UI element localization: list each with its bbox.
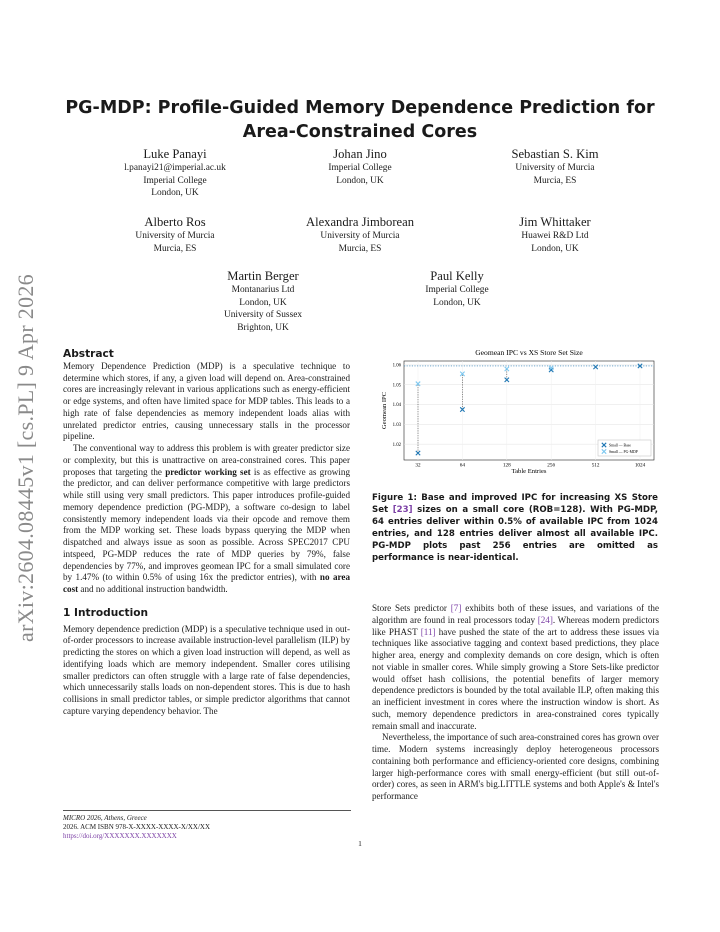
figure-caption: Figure 1: Base and improved IPC for increasing XS Store Set [23] sizes on a small core (ROB=128). With PG-MDP, 64 entries deliver within 0.5% of available IPC from 1024 entries, and 128 entries deliver almost all available IPC. PG-MDP plots past 256 entries are omitted as performance is near-identical. xyxy=(372,493,658,563)
x-axis-label: Table Entries xyxy=(511,468,547,475)
x-tick-label: 128 xyxy=(502,462,511,469)
abstract-heading: Abstract xyxy=(63,348,114,360)
author-name: Sebastian S. Kim xyxy=(511,147,599,161)
y-tick-label: 1.03 xyxy=(392,422,401,428)
author-name: Paul Kelly xyxy=(430,269,484,283)
author-2 xyxy=(250,146,470,187)
author-affiliation-line: Murcia, ES xyxy=(153,243,197,254)
author-affiliation-line: Murcia, ES xyxy=(533,175,577,186)
author-affiliation-line: University of Murcia xyxy=(515,163,595,173)
right-paragraph-1: Store Sets predictor [7] exhibits both of these issues, and variations of the algorithm are found in real processors today [24]. Whereas modern predictors like PHAST [11] have pushed the state of the art to address these issues via techniques like associative tagging and context based predictions, they place higher area, energy and complexity demands on core design, which is often not viable in smaller cores. While simply growing a Store Sets-like predictor would offset hash collisions, the potential benefits of larger memory dependence predictors is bounded by the total available ILP, often making this an inefficient investment in cores where the instruction window is short. As such, memory dependence predictors in area-constrained cores typically remain small and inaccurate. xyxy=(372,603,660,731)
ipc-chart xyxy=(372,345,658,483)
abstract-paragraph-1: Memory Dependence Prediction (MDP) is a speculative technique to determine which stores, if any, a given load will depend on. Area-constrained cores are increasingly relevant in various applications such as energy-efficient or edge systems, and often have limited space for MDP tables. This leads to a high rate of false dependencies as memory independent loads alias with unrelated predictor entries, causing unnecessary stalls in the processor pipeline. xyxy=(63,360,350,442)
author-affiliation-line: Murcia, ES xyxy=(338,243,382,254)
author-affiliation-line: University of Sussex xyxy=(223,310,303,321)
author-affiliation-line: London, UK xyxy=(531,243,579,254)
author-affiliation-line: Brighton, UK xyxy=(237,322,289,333)
author-affiliation-line: London, UK xyxy=(151,188,199,199)
footnote: MICRO 2026, Athens, Greece 2026. ACM ISBN 978-X-XXXX-XXXX-X/XX/XX https://doi.org/XXXXXXX.XXXXXXX xyxy=(63,810,351,841)
paper-title: PG-MDP: Profile-Guided Memory Dependence Prediction for Area-Constrained Cores xyxy=(65,98,655,142)
author-affiliation-line: Montanarius Ltd xyxy=(231,285,295,295)
author-6 xyxy=(445,214,665,255)
author-8 xyxy=(347,268,567,309)
author-affiliation-line: London, UK xyxy=(433,297,481,308)
left-column xyxy=(63,349,350,718)
y-tick-label: 1.02 xyxy=(392,442,401,448)
author-affiliation-line: Imperial College xyxy=(143,175,207,186)
x-tick-label: 64 xyxy=(459,462,465,469)
citation-link[interactable]: [11] xyxy=(420,626,436,637)
y-axis-label: Geomean IPC xyxy=(381,391,388,430)
doi-link[interactable]: https://doi.org/XXXXXXX.XXXXXXX xyxy=(63,832,177,840)
page-number: 1 xyxy=(358,839,362,848)
legend-label: Small — Base xyxy=(609,443,631,448)
x-tick-label: 1024 xyxy=(634,462,646,469)
author-affiliation-line: University of Murcia xyxy=(320,231,400,241)
author-name: Johan Jino xyxy=(333,147,387,161)
author-7 xyxy=(153,268,373,334)
author-affiliation-line: l.panayi21@imperial.ac.uk xyxy=(124,163,226,173)
author-name: Alexandra Jimborean xyxy=(305,215,415,229)
author-affiliation-line: Imperial College xyxy=(328,163,392,173)
figure-1 xyxy=(372,345,658,483)
author-affiliation-line: University of Murcia xyxy=(135,231,215,241)
y-tick-label: 1.04 xyxy=(392,403,401,409)
arxiv-stamp: arXiv:2604.08445v1 [cs.PL] 9 Apr 2026 xyxy=(13,274,38,642)
intro-paragraph-1: Memory dependence prediction (MDP) is a speculative technique used in out-of-order processors to increase available instruction-level parallelism (ILP) by predicting the stores on which a given load instruction will depend, as well as identifying loads which are memory independent. Smaller cores utilising smaller predictors can often struggle with a large rate of false dependencies, which unnecessarily stalls loads on non-dependent stores. This is due to hash collisions in small predictor tables, or simple predictor algorithms that cannot capture varying dependency behavior. The xyxy=(63,623,350,716)
author-name: Luke Panayi xyxy=(143,147,207,161)
citation-link[interactable]: [7] xyxy=(450,603,462,613)
chart-title: Geomean IPC vs XS Store Set Size xyxy=(475,348,583,357)
author-3 xyxy=(445,146,665,187)
author-name: Jim Whittaker xyxy=(519,215,591,229)
author-affiliation-line: London, UK xyxy=(239,297,287,308)
author-name: Alberto Ros xyxy=(144,215,206,229)
x-tick-label: 32 xyxy=(415,462,421,469)
x-tick-label: 512 xyxy=(591,462,600,469)
author-affiliation-line: Imperial College xyxy=(425,285,489,295)
y-tick-label: 1.05 xyxy=(392,383,401,389)
citation-link[interactable]: [24] xyxy=(537,614,553,625)
y-tick-label: 1.06 xyxy=(392,363,401,369)
author-affiliation-line: Huawei R&D Ltd xyxy=(521,231,589,241)
author-affiliation-line: London, UK xyxy=(336,175,384,186)
right-column xyxy=(372,603,659,803)
author-name: Martin Berger xyxy=(227,269,299,283)
abstract-paragraph-2: The conventional way to address this problem is with greater predictor size or complexity, but this is unattractive on area-constrained cores. This paper proposes that targeting the predictor working set is as effective as growing the predictor, and can deliver performance competitive with large predictors while still using very small predictors. This paper introduces profile-guided memory dependence prediction (PG-MDP), a software co-design to label consistently memory independent loads via their opcode and remove them from the MDP working set. These loads bypass querying the MDP when dispatched and always issue as soon as possible. Across SPEC2017 CPU intspeed, PG-MDP reduces the rate of MDP queries by 79%, false dependencies by 77%, and improves geomean IPC for a small simulated core by 1.47% (to within 0.5% of using 16x the predictor entries), with no area cost and no additional instruction bandwidth. xyxy=(63,443,350,594)
x-tick-label: 256 xyxy=(547,462,556,469)
right-paragraph-2: Nevertheless, the importance of such area-constrained cores has grown over time. Modern systems increasingly deploy heterogeneous processors containing both performance and efficiency-oriented core designs, combining larger high-performance cores with small energy-efficient (but still out-of-order) cores, as seen in ARM's big.LITTLE systems and both Apple's & Intel's performance xyxy=(372,732,659,801)
author-5 xyxy=(250,214,470,255)
introduction-heading: 1 Introduction xyxy=(63,606,149,619)
legend-label: Small — PG-MDP xyxy=(609,449,638,454)
